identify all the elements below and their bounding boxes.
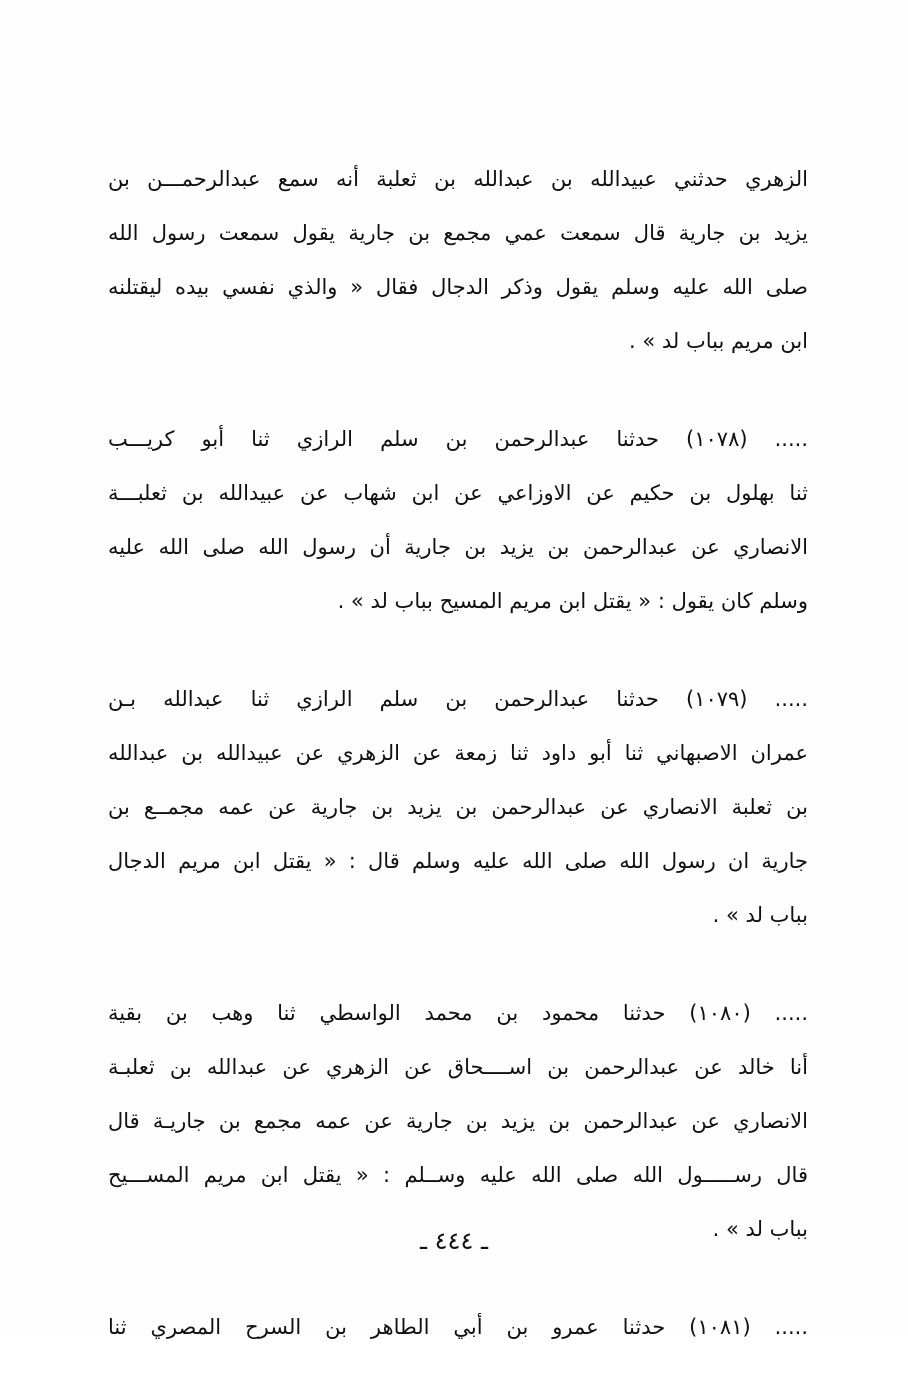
text-line: بباب لد » .: [712, 903, 808, 927]
text-line: ..... (١٠٧٨) حدثنا عبدالرحمن بن سلم الرازي ثنا أبو كريـــب: [108, 427, 808, 451]
text-line: عمران الاصبهاني ثنا أبو داود ثنا زمعة عن الزهري عن عبيدالله بن عبدالله: [108, 741, 808, 765]
paragraph-continuation: [108, 152, 808, 368]
text-line: ..... (١٠٨١) حدثنا عمرو بن أبي الطاهر بن السرح المصري ثنا: [108, 1315, 808, 1339]
text-line: بن ثعلبة الانصاري عن عبدالرحمن بن يزيد بن جارية عن عمه مجمــع بن: [108, 795, 808, 819]
text-line: ..... (١٠٨٠) حدثنا محمود بن محمد الواسطي ثنا وهب بن بقية: [108, 1001, 808, 1025]
text-line: ..... (١٠٧٩) حدثنا عبدالرحمن بن سلم الرازي ثنا عبدالله بـن: [108, 687, 808, 711]
text-line: وسلم كان يقول : « يقتل ابن مريم المسيح بباب لد » .: [337, 589, 808, 613]
paragraph-hadith-1081: [108, 1300, 808, 1354]
text-line: صلى الله عليه وسلم يقول وذكر الدجال فقال « والذي نفسي بيده ليقتلنه: [108, 275, 808, 299]
text-line: قال رســـــول الله صلى الله عليه وســلم : « يقتل ابن مريم المســـيح: [108, 1163, 808, 1187]
text-line: يزيد بن جارية قال سمعت عمي مجمع بن جارية يقول سمعت رسول الله: [108, 221, 808, 245]
paragraph-hadith-1079: [108, 672, 808, 942]
text-line: الزهري حدثني عبيدالله بن عبدالله بن ثعلبة أنه سمع عبدالرحمـــن بن: [108, 167, 808, 191]
text-line: ابن مريم بباب لد » .: [629, 329, 808, 353]
paragraph-hadith-1078: [108, 412, 808, 628]
text-line: أنا خالد عن عبدالرحمن بن اســــحاق عن الزهري عن عبدالله بن ثعلبـة: [108, 1055, 808, 1079]
text-line: بباب لد » .: [712, 1217, 808, 1241]
page-number: ـ ٤٤٤ ـ: [419, 1227, 488, 1255]
text-line: الانصاري عن عبدالرحمن بن يزيد بن جارية أن رسول الله صلى الله عليه: [108, 535, 808, 559]
paragraph-hadith-1080: [108, 986, 808, 1256]
text-line: جارية ان رسول الله صلى الله عليه وسلم قال : « يقتل ابن مريم الدجال: [108, 849, 808, 873]
text-line: الانصاري عن عبدالرحمن بن يزيد بن جارية عن عمه مجمع بن جاريـة قال: [108, 1109, 808, 1133]
body-text: [108, 152, 808, 1398]
text-line: ثنا بهلول بن حكيم عن الاوزاعي عن ابن شهاب عن عبيدالله بن ثعلبـــة: [108, 481, 808, 505]
